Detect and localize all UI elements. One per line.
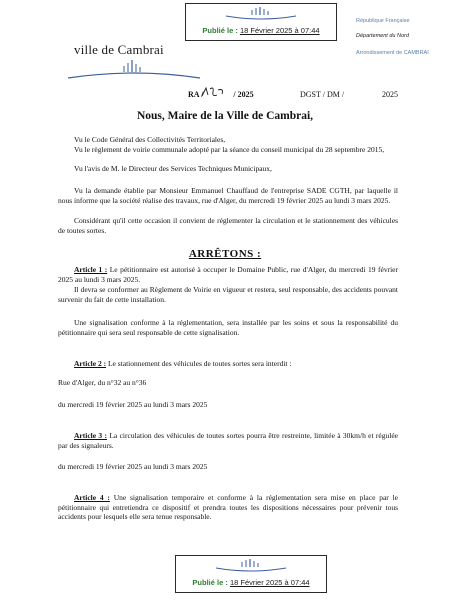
- article-label: Article 1 :: [74, 265, 108, 274]
- considerant-paragraph: Considérant qu'il cette occasion il convient de réglementer la circulation et le stationnement des véhicules de toutes sortes.: [58, 216, 398, 235]
- logo-text: ville de Cambrai: [74, 42, 164, 57]
- article-2: [58, 359, 398, 369]
- decree-title: Nous, Maire de la Ville de Cambrai,: [136, 110, 314, 122]
- visa-line: Vu l'avis de M. le Directeur des Services Techniques Municipaux,: [74, 164, 272, 173]
- article-1-paragraph: Il devra se conformer au Règlement de Voirie en vigueur et restera, seul responsable, des accidents pouvant survenir du fait de cette installation.: [58, 285, 398, 304]
- article-1: [58, 265, 398, 284]
- publication-line: [190, 26, 332, 35]
- publication-stamp-top: [185, 3, 337, 41]
- article-label: Article 3 :: [74, 431, 107, 440]
- article-text: Le stationnement des véhicules de toutes sortes sera interdit :: [106, 359, 292, 368]
- reference-year: 2025: [382, 90, 398, 99]
- reference-ra-year: / 2025: [233, 90, 254, 99]
- visa-line: Vu le Code Général des Collectivités Territoriales,: [74, 135, 226, 144]
- arretons-heading: ARRÊTONS :: [188, 248, 262, 260]
- article-2-line: du mercredi 19 février 2025 au lundi 3 mars 2025: [58, 400, 208, 409]
- request-paragraph: Vu la demande établie par Monsieur Emmanuel Chauffaud de l'entreprise SADE CGTH, par laquelle il nous informe que la société réalise des travaux, rue d'Alger, du mercredi 19 février 2025 au lundi 3 mars 2025.: [58, 186, 398, 205]
- article-3-line: du mercredi 19 février 2025 au lundi 3 mars 2025: [58, 462, 208, 471]
- article-label: Article 4 :: [74, 493, 110, 502]
- publication-label: Publié le :: [192, 578, 228, 587]
- publication-line: [180, 578, 322, 587]
- publication-label: Publié le :: [202, 26, 238, 35]
- visa-line: Vu le règlement de voirie communale adopté par la séance du conseil municipal du 28 septembre 2015,: [74, 144, 385, 154]
- publication-date: 18 Février 2025 à 07:44: [239, 26, 320, 35]
- arrondissement-label: Arrondissement de CAMBRAI: [356, 50, 429, 56]
- handwritten-number-icon: [200, 86, 226, 98]
- article-1-paragraph: Une signalisation conforme à la réglementation, sera installée par les soins et sous la responsabilité du pétitionnaire qui sera seul responsable de cette signalisation.: [58, 318, 398, 337]
- publication-date: 18 Février 2025 à 07:44: [229, 578, 310, 587]
- cambrai-skyline-icon: [186, 6, 336, 20]
- reference-service: DGST / DM /: [300, 90, 345, 99]
- republic-label: République Française: [356, 18, 410, 24]
- article-label: Article 2 :: [74, 359, 107, 368]
- article-text: Une signalisation temporaire et conforme à la réglementation sera mise en place par le pétitionnaire qui entretiendra ce dispositif et prendra toutes les dispositions nécessaires pour prévenir tous accidents pour lesquels elle sera tenue responsable.: [58, 493, 398, 522]
- article-4: [58, 493, 398, 522]
- department-label: Département du Nord: [356, 33, 409, 39]
- article-2-line: Rue d'Alger, du n°32 au n°36: [58, 378, 147, 387]
- article-text: La circulation des véhicules de toutes sortes pourra être restreinte, limitée à 30km/h et régulée par des signaleurs.: [58, 431, 398, 450]
- cambrai-skyline-icon: [176, 558, 326, 572]
- publication-stamp-bottom: [175, 555, 327, 593]
- reference-ra-prefix: RA /: [188, 90, 204, 99]
- article-text: Le pétitionnaire est autorisé à occuper le Domaine Public, rue d'Alger, du mercredi 19 février 2025 au lundi 3 mars 2025.: [58, 265, 399, 284]
- article-3: [58, 431, 398, 450]
